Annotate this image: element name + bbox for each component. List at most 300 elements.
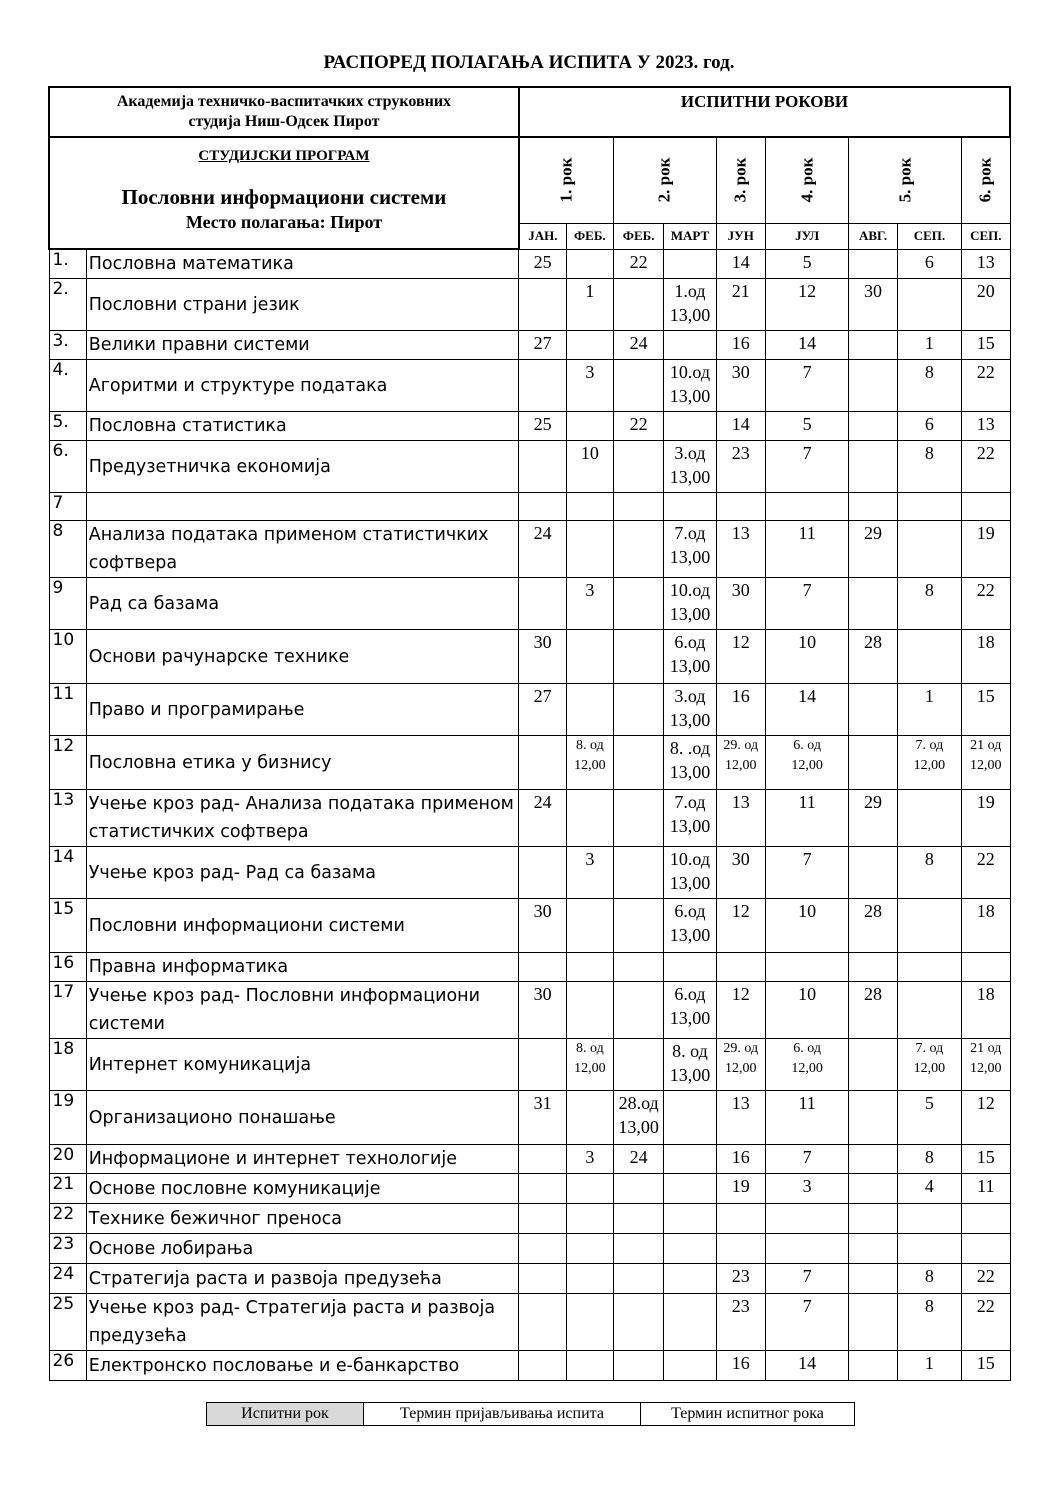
exam-date-cell: 15 — [962, 331, 1010, 360]
table-row — [49, 249, 1010, 279]
exam-date-cell: 8 — [897, 1294, 961, 1351]
exam-date-cell — [897, 790, 961, 847]
exam-date-cell: 30 — [716, 360, 765, 412]
exam-date-cell: 30 — [519, 630, 566, 684]
exam-date-cell — [566, 493, 613, 521]
program-header — [49, 137, 519, 249]
exam-date-cell: 28 — [849, 630, 897, 684]
exam-date-cell: 7. од 12,00 — [897, 736, 961, 790]
exam-date-cell: 6.од 13,00 — [664, 982, 716, 1039]
legend-exam-date: Термин испитног рока — [641, 1403, 855, 1426]
exam-date-cell — [849, 1264, 897, 1294]
exam-date-cell: 6 — [897, 412, 961, 441]
subject-name: Велики правни системи — [86, 331, 519, 360]
legend-registration: Термин пријављивања испита — [364, 1403, 641, 1426]
exam-date-cell — [566, 982, 613, 1039]
legend-exam-term: Испитни рок — [207, 1403, 364, 1426]
table-row — [49, 1145, 1010, 1174]
exam-date-cell — [519, 1145, 566, 1174]
month-header: СЕП. — [962, 223, 1010, 249]
exam-date-cell — [566, 790, 613, 847]
exam-date-cell: 23 — [716, 1264, 765, 1294]
exam-date-cell — [765, 1234, 849, 1264]
exam-date-cell: 10.од 13,00 — [664, 578, 716, 630]
school-header — [49, 87, 519, 137]
exam-date-cell: 31 — [519, 1091, 566, 1145]
exam-terms-header: ИСПИТНИ РОКОВИ — [519, 87, 1010, 137]
subject-name: Учење кроз рад- Анализа података применом статистичких софтвера — [86, 790, 519, 847]
exam-date-cell: 13 — [962, 249, 1010, 279]
exam-date-cell: 13 — [962, 412, 1010, 441]
exam-date-cell — [849, 493, 897, 521]
exam-date-cell: 14 — [716, 412, 765, 441]
subject-name: Правна информатика — [86, 953, 519, 982]
exam-date-cell — [849, 1351, 897, 1381]
exam-date-cell: 22 — [962, 441, 1010, 493]
exam-date-cell: 29. од 12,00 — [716, 736, 765, 790]
exam-date-cell — [849, 847, 897, 899]
row-number: 9 — [49, 578, 86, 630]
exam-date-cell: 21 од 12,00 — [962, 736, 1010, 790]
exam-date-cell: 10.од 13,00 — [664, 360, 716, 412]
exam-date-cell — [897, 279, 961, 331]
exam-date-cell — [664, 249, 716, 279]
exam-date-cell: 30 — [519, 982, 566, 1039]
table-row — [49, 899, 1010, 953]
row-number: 1. — [49, 249, 86, 279]
exam-date-cell: 24 — [519, 521, 566, 578]
subject-name: Организационо понашање — [86, 1091, 519, 1145]
exam-date-cell — [519, 441, 566, 493]
exam-date-cell: 5 — [765, 412, 849, 441]
exam-date-cell: 1 — [566, 279, 613, 331]
exam-date-cell — [613, 630, 663, 684]
row-number: 3. — [49, 331, 86, 360]
exam-date-cell: 12 — [716, 982, 765, 1039]
exam-date-cell — [849, 953, 897, 982]
exam-date-cell: 28 — [849, 899, 897, 953]
exam-date-cell — [519, 578, 566, 630]
exam-date-cell — [613, 1039, 663, 1091]
subject-name: Пословна етика у бизнису — [86, 736, 519, 790]
exam-date-cell: 16 — [716, 331, 765, 360]
exam-date-cell: 24 — [613, 331, 663, 360]
exam-date-cell — [519, 360, 566, 412]
exam-date-cell: 27 — [519, 684, 566, 736]
exam-date-cell — [566, 412, 613, 441]
exam-date-cell — [716, 1234, 765, 1264]
exam-date-cell — [664, 493, 716, 521]
row-number: 25 — [49, 1294, 86, 1351]
exam-date-cell: 22 — [962, 1264, 1010, 1294]
row-number: 22 — [49, 1204, 86, 1234]
school-line-2: студија Ниш-Одсек Пирот — [188, 113, 380, 130]
subject-name: Стратегија раста и развоја предузећа — [86, 1264, 519, 1294]
table-row — [49, 1204, 1010, 1234]
exam-date-cell — [664, 1174, 716, 1204]
exam-date-cell — [664, 1351, 716, 1381]
exam-date-cell: 7 — [765, 578, 849, 630]
exam-date-cell — [566, 249, 613, 279]
exam-date-cell — [897, 493, 961, 521]
table-row — [49, 493, 1010, 521]
exam-date-cell: 18 — [962, 899, 1010, 953]
exam-date-cell — [664, 412, 716, 441]
exam-date-cell: 15 — [962, 1145, 1010, 1174]
exam-date-cell — [519, 1204, 566, 1234]
exam-date-cell: 15 — [962, 684, 1010, 736]
exam-date-cell — [613, 441, 663, 493]
rok-3-header: 3. рок — [716, 137, 765, 223]
exam-date-cell: 11 — [962, 1174, 1010, 1204]
exam-date-cell — [716, 1204, 765, 1234]
exam-date-cell: 6 — [897, 249, 961, 279]
exam-date-cell — [664, 1145, 716, 1174]
exam-date-cell: 8 — [897, 441, 961, 493]
exam-date-cell — [897, 899, 961, 953]
exam-date-cell: 21 од 12,00 — [962, 1039, 1010, 1091]
exam-date-cell — [962, 953, 1010, 982]
exam-date-cell: 14 — [716, 249, 765, 279]
exam-date-cell: 24 — [613, 1145, 663, 1174]
exam-date-cell — [613, 578, 663, 630]
row-number: 11 — [49, 684, 86, 736]
subject-name: Агоритми и структуре података — [86, 360, 519, 412]
exam-date-cell — [613, 684, 663, 736]
month-header: АВГ. — [849, 223, 897, 249]
exam-date-cell — [849, 441, 897, 493]
school-line-1: Академија техничко-васпитачких струковних — [116, 93, 452, 110]
subject-name: Електронско пословање и е-банкарство — [86, 1351, 519, 1381]
subject-name: Информационе и интернет технологије — [86, 1145, 519, 1174]
row-number: 16 — [49, 953, 86, 982]
exam-place: Место полагања: Пирот — [185, 212, 383, 232]
exam-date-cell: 3 — [566, 847, 613, 899]
subject-name: Основи рачунарске технике — [86, 630, 519, 684]
row-number: 17 — [49, 982, 86, 1039]
table-row — [49, 360, 1010, 412]
exam-date-cell — [613, 279, 663, 331]
exam-date-cell: 6. од 12,00 — [765, 1039, 849, 1091]
exam-date-cell: 12 — [962, 1091, 1010, 1145]
table-row — [49, 684, 1010, 736]
subject-name: Основе лобирања — [86, 1234, 519, 1264]
exam-date-cell: 8. од 13,00 — [664, 1039, 716, 1091]
exam-date-cell — [765, 953, 849, 982]
rok-1-header: 1. рок — [519, 137, 614, 223]
exam-date-cell — [613, 1174, 663, 1204]
exam-date-cell: 29. од 12,00 — [716, 1039, 765, 1091]
row-number: 14 — [49, 847, 86, 899]
table-row — [49, 412, 1010, 441]
exam-date-cell — [519, 493, 566, 521]
exam-date-cell: 6.од 13,00 — [664, 630, 716, 684]
exam-date-cell: 8 — [897, 578, 961, 630]
table-row — [49, 578, 1010, 630]
row-number: 2. — [49, 279, 86, 331]
exam-date-cell — [849, 736, 897, 790]
exam-date-cell: 1.од 13,00 — [664, 279, 716, 331]
exam-date-cell — [849, 1091, 897, 1145]
exam-date-cell — [519, 1294, 566, 1351]
exam-date-cell — [519, 1351, 566, 1381]
row-number: 26 — [49, 1351, 86, 1381]
exam-date-cell: 11 — [765, 790, 849, 847]
exam-date-cell — [849, 684, 897, 736]
exam-date-cell: 10.од 13,00 — [664, 847, 716, 899]
exam-date-cell: 13 — [716, 521, 765, 578]
exam-date-cell: 14 — [765, 331, 849, 360]
exam-date-cell — [566, 331, 613, 360]
exam-date-cell — [849, 412, 897, 441]
table-row — [49, 1234, 1010, 1264]
exam-date-cell — [897, 982, 961, 1039]
exam-date-cell: 13 — [716, 790, 765, 847]
table-row — [49, 1264, 1010, 1294]
exam-date-cell: 5 — [897, 1091, 961, 1145]
exam-date-cell — [849, 578, 897, 630]
exam-date-cell — [613, 899, 663, 953]
subject-name — [86, 493, 519, 521]
table-row — [49, 521, 1010, 578]
subject-name: Предузетничка економија — [86, 441, 519, 493]
exam-date-cell: 7 — [765, 1264, 849, 1294]
exam-date-cell: 19 — [962, 790, 1010, 847]
exam-date-cell — [613, 1204, 663, 1234]
exam-date-cell: 21 — [716, 279, 765, 331]
exam-date-cell: 22 — [962, 847, 1010, 899]
subject-name: Анализа података применом статистичких софтвера — [86, 521, 519, 578]
exam-date-cell: 29 — [849, 790, 897, 847]
exam-date-cell — [519, 1039, 566, 1091]
exam-date-cell — [664, 953, 716, 982]
exam-date-cell: 7.од 13,00 — [664, 790, 716, 847]
row-number: 18 — [49, 1039, 86, 1091]
exam-date-cell: 7 — [765, 360, 849, 412]
table-row — [49, 441, 1010, 493]
row-number: 21 — [49, 1174, 86, 1204]
exam-date-cell: 29 — [849, 521, 897, 578]
exam-date-cell: 14 — [765, 1351, 849, 1381]
exam-date-cell — [962, 1234, 1010, 1264]
exam-date-cell — [613, 1351, 663, 1381]
month-header: ФЕБ. — [613, 223, 663, 249]
legend — [206, 1402, 855, 1426]
subject-name: Учење кроз рад- Стратегија раста и развоја предузећа — [86, 1294, 519, 1351]
exam-date-cell: 30 — [716, 578, 765, 630]
rok-5-header: 5. рок — [849, 137, 962, 223]
exam-date-cell: 14 — [765, 684, 849, 736]
exam-date-cell — [566, 1091, 613, 1145]
exam-date-cell — [613, 790, 663, 847]
table-row — [49, 630, 1010, 684]
exam-date-cell: 1 — [897, 331, 961, 360]
exam-date-cell: 3 — [566, 578, 613, 630]
exam-date-cell — [613, 360, 663, 412]
table-row — [49, 847, 1010, 899]
row-number: 4. — [49, 360, 86, 412]
exam-date-cell: 1 — [897, 684, 961, 736]
table-row — [49, 1039, 1010, 1091]
exam-date-cell: 12 — [765, 279, 849, 331]
table-row — [49, 1174, 1010, 1204]
exam-date-cell: 23 — [716, 1294, 765, 1351]
exam-date-cell: 28 — [849, 982, 897, 1039]
exam-date-cell — [519, 736, 566, 790]
row-number: 7 — [49, 493, 86, 521]
row-number: 5. — [49, 412, 86, 441]
exam-date-cell: 8 — [897, 847, 961, 899]
month-header: ЈУН — [716, 223, 765, 249]
table-row — [49, 790, 1010, 847]
exam-date-cell — [566, 630, 613, 684]
table-row — [49, 1351, 1010, 1381]
exam-date-cell: 8 — [897, 360, 961, 412]
exam-date-cell: 1 — [897, 1351, 961, 1381]
month-header: ЈУЛ — [765, 223, 849, 249]
rok-4-header: 4. рок — [765, 137, 849, 223]
exam-date-cell: 25 — [519, 249, 566, 279]
month-header: ФЕБ. — [566, 223, 613, 249]
row-number: 10 — [49, 630, 86, 684]
program-name: Пословни информациони системи — [121, 185, 447, 209]
exam-date-cell: 22 — [962, 578, 1010, 630]
exam-date-cell — [613, 493, 663, 521]
subject-name: Пословни страни језик — [86, 279, 519, 331]
exam-date-cell — [664, 1264, 716, 1294]
exam-date-cell: 3 — [765, 1174, 849, 1204]
exam-date-cell — [613, 847, 663, 899]
exam-date-cell: 3.од 13,00 — [664, 441, 716, 493]
exam-date-cell — [566, 953, 613, 982]
exam-date-cell: 3 — [566, 1145, 613, 1174]
exam-date-cell — [849, 1294, 897, 1351]
subject-name: Пословна математика — [86, 249, 519, 279]
exam-date-cell — [566, 1351, 613, 1381]
exam-date-cell — [566, 899, 613, 953]
exam-date-cell — [613, 1234, 663, 1264]
exam-date-cell: 11 — [765, 1091, 849, 1145]
exam-date-cell: 3 — [566, 360, 613, 412]
exam-date-cell: 8. .од 13,00 — [664, 736, 716, 790]
exam-date-cell: 12 — [716, 630, 765, 684]
row-number: 24 — [49, 1264, 86, 1294]
exam-date-cell: 10 — [765, 630, 849, 684]
exam-date-cell: 8. од 12,00 — [566, 1039, 613, 1091]
exam-date-cell: 4 — [897, 1174, 961, 1204]
exam-date-cell: 10 — [765, 899, 849, 953]
table-row — [49, 982, 1010, 1039]
row-number: 12 — [49, 736, 86, 790]
exam-date-cell: 7 — [765, 847, 849, 899]
exam-date-cell: 18 — [962, 982, 1010, 1039]
exam-date-cell: 25 — [519, 412, 566, 441]
subject-name: Рад са базама — [86, 578, 519, 630]
exam-date-cell: 10 — [765, 982, 849, 1039]
exam-date-cell — [566, 1294, 613, 1351]
exam-date-cell: 22 — [613, 412, 663, 441]
exam-date-cell — [849, 360, 897, 412]
exam-date-cell: 7 — [765, 1145, 849, 1174]
exam-date-cell: 30 — [519, 899, 566, 953]
rok-6-header: 6. рок — [962, 137, 1010, 223]
exam-date-cell — [519, 279, 566, 331]
subject-name: Технике бежичног преноса — [86, 1204, 519, 1234]
exam-date-cell: 30 — [716, 847, 765, 899]
exam-date-cell — [664, 1294, 716, 1351]
exam-date-cell: 10 — [566, 441, 613, 493]
exam-date-cell: 28.од 13,00 — [613, 1091, 663, 1145]
exam-date-cell — [566, 1264, 613, 1294]
exam-date-cell — [897, 521, 961, 578]
exam-date-cell — [765, 1204, 849, 1234]
exam-date-cell: 22 — [962, 1294, 1010, 1351]
exam-date-cell — [566, 684, 613, 736]
subject-name: Пословна статистика — [86, 412, 519, 441]
exam-date-cell — [849, 1234, 897, 1264]
table-row — [49, 953, 1010, 982]
subject-name: Право и програмирање — [86, 684, 519, 736]
subject-name: Учење кроз рад- Пословни информациони системи — [86, 982, 519, 1039]
exam-date-cell: 20 — [962, 279, 1010, 331]
month-header: ЈАН. — [519, 223, 566, 249]
exam-date-cell — [849, 1039, 897, 1091]
exam-date-cell: 7 — [765, 1294, 849, 1351]
exam-date-cell: 16 — [716, 1145, 765, 1174]
exam-date-cell — [566, 1204, 613, 1234]
exam-date-cell — [897, 1204, 961, 1234]
row-number: 15 — [49, 899, 86, 953]
exam-schedule-table — [48, 86, 1011, 1381]
exam-date-cell — [613, 953, 663, 982]
exam-date-cell — [519, 953, 566, 982]
subject-name: Основе пословне комуникације — [86, 1174, 519, 1204]
exam-date-cell — [519, 1174, 566, 1204]
table-row — [49, 1091, 1010, 1145]
exam-date-cell: 19 — [716, 1174, 765, 1204]
exam-date-cell: 8 — [897, 1145, 961, 1174]
exam-date-cell — [566, 521, 613, 578]
exam-date-cell — [664, 331, 716, 360]
row-number: 19 — [49, 1091, 86, 1145]
exam-date-cell — [566, 1234, 613, 1264]
exam-date-cell — [613, 1264, 663, 1294]
exam-date-cell: 6. од 12,00 — [765, 736, 849, 790]
exam-date-cell: 7 — [765, 441, 849, 493]
month-header: МАРТ — [664, 223, 716, 249]
month-header: СЕП. — [897, 223, 961, 249]
exam-date-cell — [716, 493, 765, 521]
program-label: СТУДИЈСКИ ПРОГРАМ — [198, 148, 370, 164]
subject-name: Интернет комуникација — [86, 1039, 519, 1091]
exam-date-cell: 8 — [897, 1264, 961, 1294]
exam-date-cell — [613, 736, 663, 790]
exam-date-cell — [664, 1204, 716, 1234]
table-row — [49, 736, 1010, 790]
exam-date-cell: 6.од 13,00 — [664, 899, 716, 953]
exam-date-cell: 30 — [849, 279, 897, 331]
exam-date-cell: 7. од 12,00 — [897, 1039, 961, 1091]
exam-date-cell — [613, 521, 663, 578]
row-number: 8 — [49, 521, 86, 578]
exam-date-cell — [849, 1204, 897, 1234]
subject-name: Учење кроз рад- Рад са базама — [86, 847, 519, 899]
exam-date-cell: 16 — [716, 684, 765, 736]
exam-date-cell: 8. од 12,00 — [566, 736, 613, 790]
exam-date-cell: 18 — [962, 630, 1010, 684]
exam-date-cell — [613, 1294, 663, 1351]
table-row — [49, 331, 1010, 360]
